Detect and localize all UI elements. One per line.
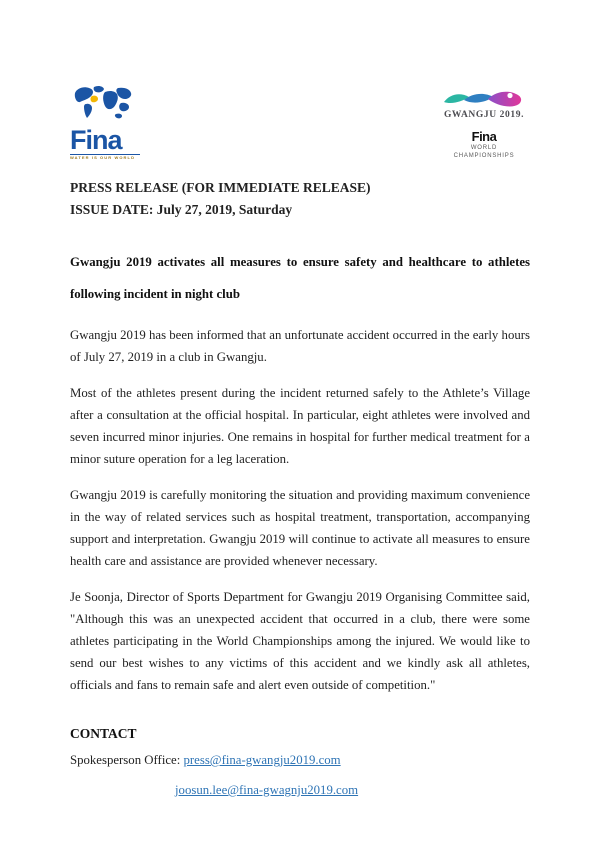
headline: Gwangju 2019 activates all measures to ensure safety and healthcare to athletes following incident in night club [70, 255, 530, 301]
spokesperson-line [70, 749, 530, 771]
fina-tagline: WATER IS OUR WORLD [70, 154, 140, 160]
press-email-link[interactable]: press@fina-gwangju2019.com [183, 753, 341, 767]
document-header [70, 85, 530, 165]
contact-heading: CONTACT [70, 726, 137, 741]
release-info [70, 177, 530, 221]
gwangju-wordmark: GWANGJU 2019. [443, 110, 525, 120]
joosun-email-link[interactable]: joosun.lee@fina-gwagnju2019.com [175, 783, 359, 797]
paragraph-quote: Je Soonja, Director of Sports Department for Gwangju 2019 Organising Committee said, "Although this was an unexpected accident that occurred in a club, there were some athletes participating in the World Championships among the injured. We would like to send our best wishes to any victims of this accident and we kindly ask all athletes, officials and fans to remain safe and alert even outside of competition." [70, 590, 530, 692]
paragraph-monitoring: Gwangju 2019 is carefully monitoring the situation and providing maximum convenience in the way of related services such as hospital treatment, transportation, accompanying support and interpretation. Gwangju 2019 will continue to activate all measures to ensure health care and assistance are provided whenever necessary. [70, 488, 530, 568]
paragraph-athletes-status: Most of the athletes present during the incident returned safely to the Athlete’s Village after a consultation at the official hospital. In particular, eight athletes were involved and seven incurred minor injuries. One remains in hospital for further medical treatment for a minor suture operation for a leg laceration. [70, 386, 530, 466]
gwangju-world-label: WORLD [470, 144, 498, 151]
fina-brand-wordmark: Fina [70, 125, 122, 155]
body-copy [70, 324, 530, 696]
gwangju-championships-label: CHAMPIONSHIPS [453, 152, 515, 159]
secondary-email-line [70, 779, 530, 801]
contact-section [70, 726, 530, 801]
fina-globe-icon [70, 85, 140, 127]
paragraph-incident-report: Gwangju 2019 has been informed that an unfortunate accident occurred in the early hours of July 27, 2019 in a club in Gwangju. [70, 328, 530, 364]
gwangju-wave-icon [438, 88, 530, 110]
spokesperson-label: Spokesperson Office: [70, 753, 184, 767]
fina-logo [70, 85, 140, 160]
gwangju-2019-logo [438, 88, 530, 159]
gwangju-fina-brand: Fina [471, 128, 497, 144]
press-release-line: PRESS RELEASE (FOR IMMEDIATE RELEASE) [70, 180, 371, 195]
issue-date-line: ISSUE DATE: July 27, 2019, Saturday [70, 202, 293, 217]
